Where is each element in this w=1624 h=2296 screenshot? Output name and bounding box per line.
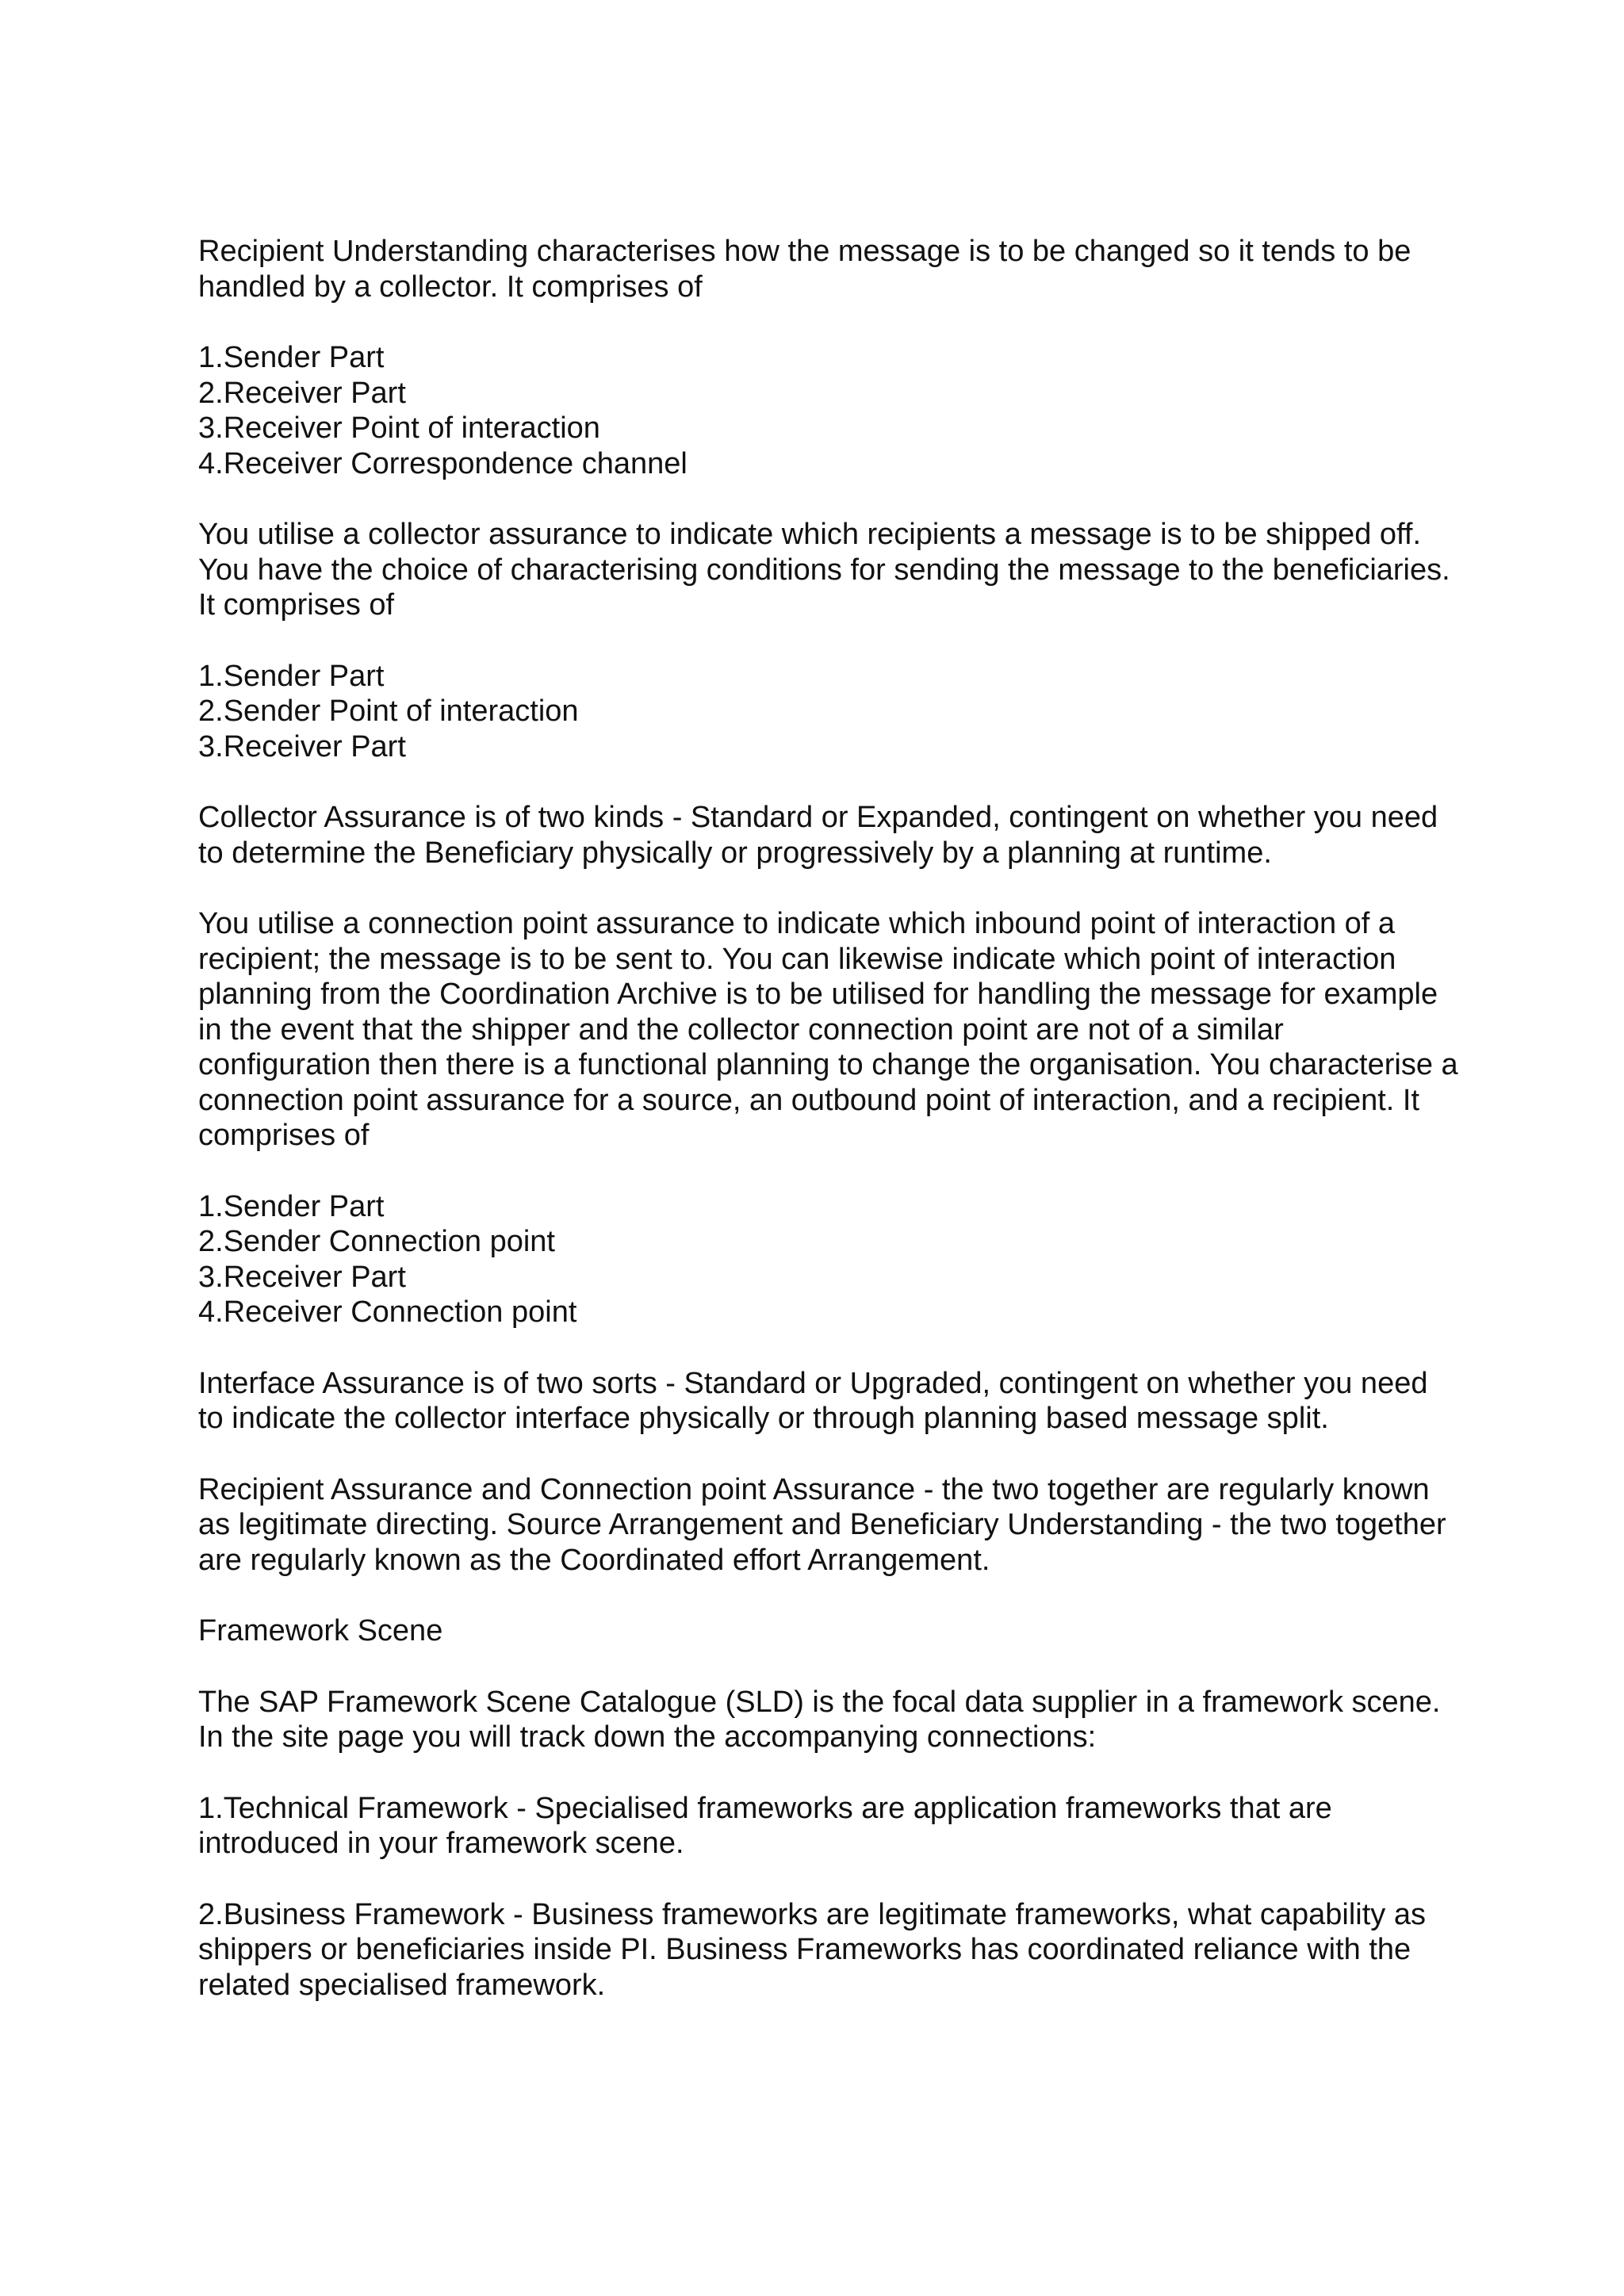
list-recipient-understanding: [198, 340, 1459, 481]
list-item: 3.Receiver Part: [198, 729, 406, 763]
section-heading-framework-scene: Framework Scene: [198, 1614, 443, 1647]
list-item: 4.Receiver Connection point: [198, 1295, 577, 1329]
document-page: [198, 234, 1459, 2038]
paragraph-legitimate-directing: Recipient Assurance and Connection point Assurance - the two together are regularly known as legitimate directing. Source Arrangement and Beneficiary Understanding - the two together are regularly known as the Coordinated effort Arrangement.: [198, 1472, 1446, 1577]
paragraph-collector-kinds: Collector Assurance is of two kinds - Standard or Expanded, contingent on whether you need to determine the Beneficiary physically or progressively by a planning at runtime.: [198, 801, 1438, 870]
paragraph-interface-assurance: Interface Assurance is of two sorts - Standard or Upgraded, contingent on whether you need to indicate the collector interface physically or through planning based message split.: [198, 1366, 1428, 1435]
paragraph-business-framework: 2.Business Framework - Business frameworks are legitimate frameworks, what capability as shippers or beneficiaries inside PI. Business Frameworks has coordinated reliance with the related specialised framework.: [198, 1897, 1426, 2002]
list-item: 2.Receiver Part: [198, 376, 406, 410]
list-item: 3.Receiver Part: [198, 1260, 406, 1294]
list-item: 1.Sender Part: [198, 1189, 385, 1223]
paragraph-sld: The SAP Framework Scene Catalogue (SLD) is the focal data supplier in a framework scene. In the site page you will track down the accompanying connections:: [198, 1685, 1441, 1754]
paragraph-collector-assurance: You utilise a collector assurance to indicate which recipients a message is to be shipped off. You have the choice of characterising conditions for sending the message to the beneficiaries. It comprises of: [198, 518, 1450, 622]
list-item: 2.Sender Point of interaction: [198, 695, 579, 728]
list-item: 3.Receiver Point of interaction: [198, 411, 600, 445]
list-item: 1.Sender Part: [198, 341, 385, 374]
list-connection-point-assurance: [198, 1189, 1459, 1330]
paragraph-connection-point-assurance: You utilise a connection point assurance to indicate which inbound point of interaction of a recipient; the message is to be sent to. You can likewise indicate which point of interaction planning from the Coordination Archive is to be utilised for handling the message for example in the event that the shipper and the collector connection point are not of a similar configuration then there is a functional planning to change the organisation. You characterise a connection point assurance for a source, an outbound point of interaction, and a recipient. It comprises of: [198, 907, 1458, 1152]
paragraph-technical-framework: 1.Technical Framework - Specialised frameworks are application frameworks that are introduced in your framework scene.: [198, 1791, 1332, 1860]
paragraph-recipient-understanding: Recipient Understanding characterises how the message is to be changed so it tends to be handled by a collector. It comprises of: [198, 235, 1411, 304]
list-item: 1.Sender Part: [198, 659, 385, 693]
list-item: 2.Sender Connection point: [198, 1225, 555, 1258]
list-collector-assurance: [198, 659, 1459, 765]
list-item: 4.Receiver Correspondence channel: [198, 446, 688, 480]
